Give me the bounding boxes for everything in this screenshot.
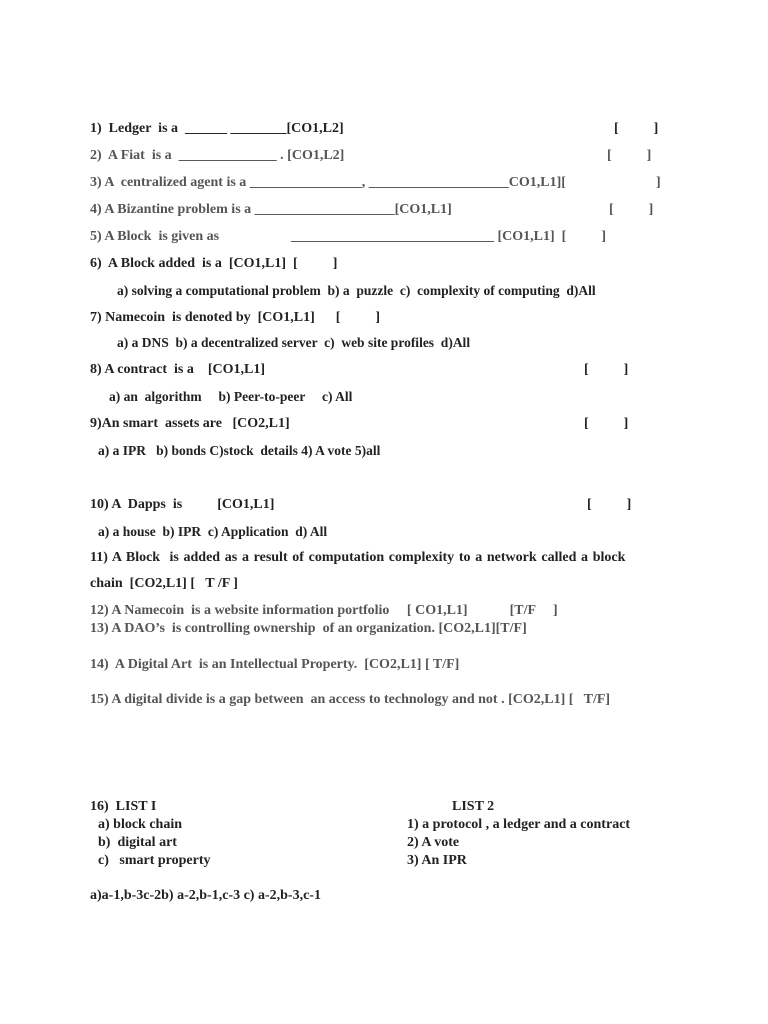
question-2: 2) A Fiat is a ______________ . [CO1,L2] xyxy=(90,148,345,163)
question-8: 8) A contract is a [CO1,L1] xyxy=(90,362,265,377)
question-9-options: a) a IPR b) bonds C)stock details 4) A vote 5)all xyxy=(98,443,381,458)
question-11-line-2: chain [CO2,L1] [ T /F ] xyxy=(90,576,238,591)
question-9-answer-bracket: [ ] xyxy=(584,416,629,431)
question-7-options: a) a DNS b) a decentralized server c) web site profiles d)All xyxy=(117,335,471,350)
question-3: 3) A centralized agent is a ________________, ____________________CO1,L1][ xyxy=(90,175,566,190)
question-1: 1) Ledger is a ______ ________[CO1,L2] xyxy=(90,121,344,136)
question-1-answer-bracket: [ ] xyxy=(614,121,659,136)
question-8-options: a) an algorithm b) Peer-to-peer c) All xyxy=(109,389,353,404)
question-14: 14) A Digital Art is an Intellectual Property. [CO2,L1] [ T/F] xyxy=(90,657,460,672)
question-16-list-1-title: 16) LIST I xyxy=(90,799,157,814)
question-10-options: a) a house b) IPR c) Application d) All xyxy=(98,524,328,539)
list-2-item: 2) A vote xyxy=(407,835,460,850)
question-4-answer-bracket: [ ] xyxy=(609,202,654,217)
question-5: 5) A Block is given as xyxy=(90,229,220,244)
question-13: 13) A DAO’s is controlling ownership of an organization. [CO2,L1][T/F] xyxy=(90,621,527,636)
question-12: 12) A Namecoin is a website information portfolio [ CO1,L1] [T/F ] xyxy=(90,603,558,618)
list-2-item: 3) An IPR xyxy=(407,853,467,868)
question-8-answer-bracket: [ ] xyxy=(584,362,629,377)
question-6-options: a) solving a computational problem b) a puzzle c) complexity of computing d)All xyxy=(117,283,596,298)
question-16-answer-options: a)a-1,b-3c-2b) a-2,b-1,c-3 c) a-2,b-3,c-1 xyxy=(90,888,321,903)
question-9: 9)An smart assets are [CO2,L1] xyxy=(90,416,290,431)
question-16-list-2-title: LIST 2 xyxy=(452,799,495,814)
list-1-item: b) digital art xyxy=(98,835,177,850)
question-10: 10) A Dapps is [CO1,L1] xyxy=(90,497,275,512)
question-10-answer-bracket: [ ] xyxy=(587,497,632,512)
list-1-item: a) block chain xyxy=(98,817,183,832)
question-5-blank: _____________________________ [CO1,L1] [ ] xyxy=(291,229,606,244)
question-4: 4) A Bizantine problem is a ____________________[CO1,L1] xyxy=(90,202,452,217)
question-6: 6) A Block added is a [CO1,L1] [ ] xyxy=(90,256,338,271)
question-15: 15) A digital divide is a gap between an access to technology and not . [CO2,L1] [ T/F] xyxy=(90,692,611,707)
question-11-line-1: 11) A Block is added as a result of computation complexity to a network called a block xyxy=(90,550,626,565)
question-3-answer-bracket: ] xyxy=(656,175,661,190)
question-7: 7) Namecoin is denoted by [CO1,L1] [ ] xyxy=(90,310,381,325)
question-2-answer-bracket: [ ] xyxy=(607,148,652,163)
list-1-item: c) smart property xyxy=(98,853,211,868)
list-2-item: 1) a protocol , a ledger and a contract xyxy=(407,817,631,832)
